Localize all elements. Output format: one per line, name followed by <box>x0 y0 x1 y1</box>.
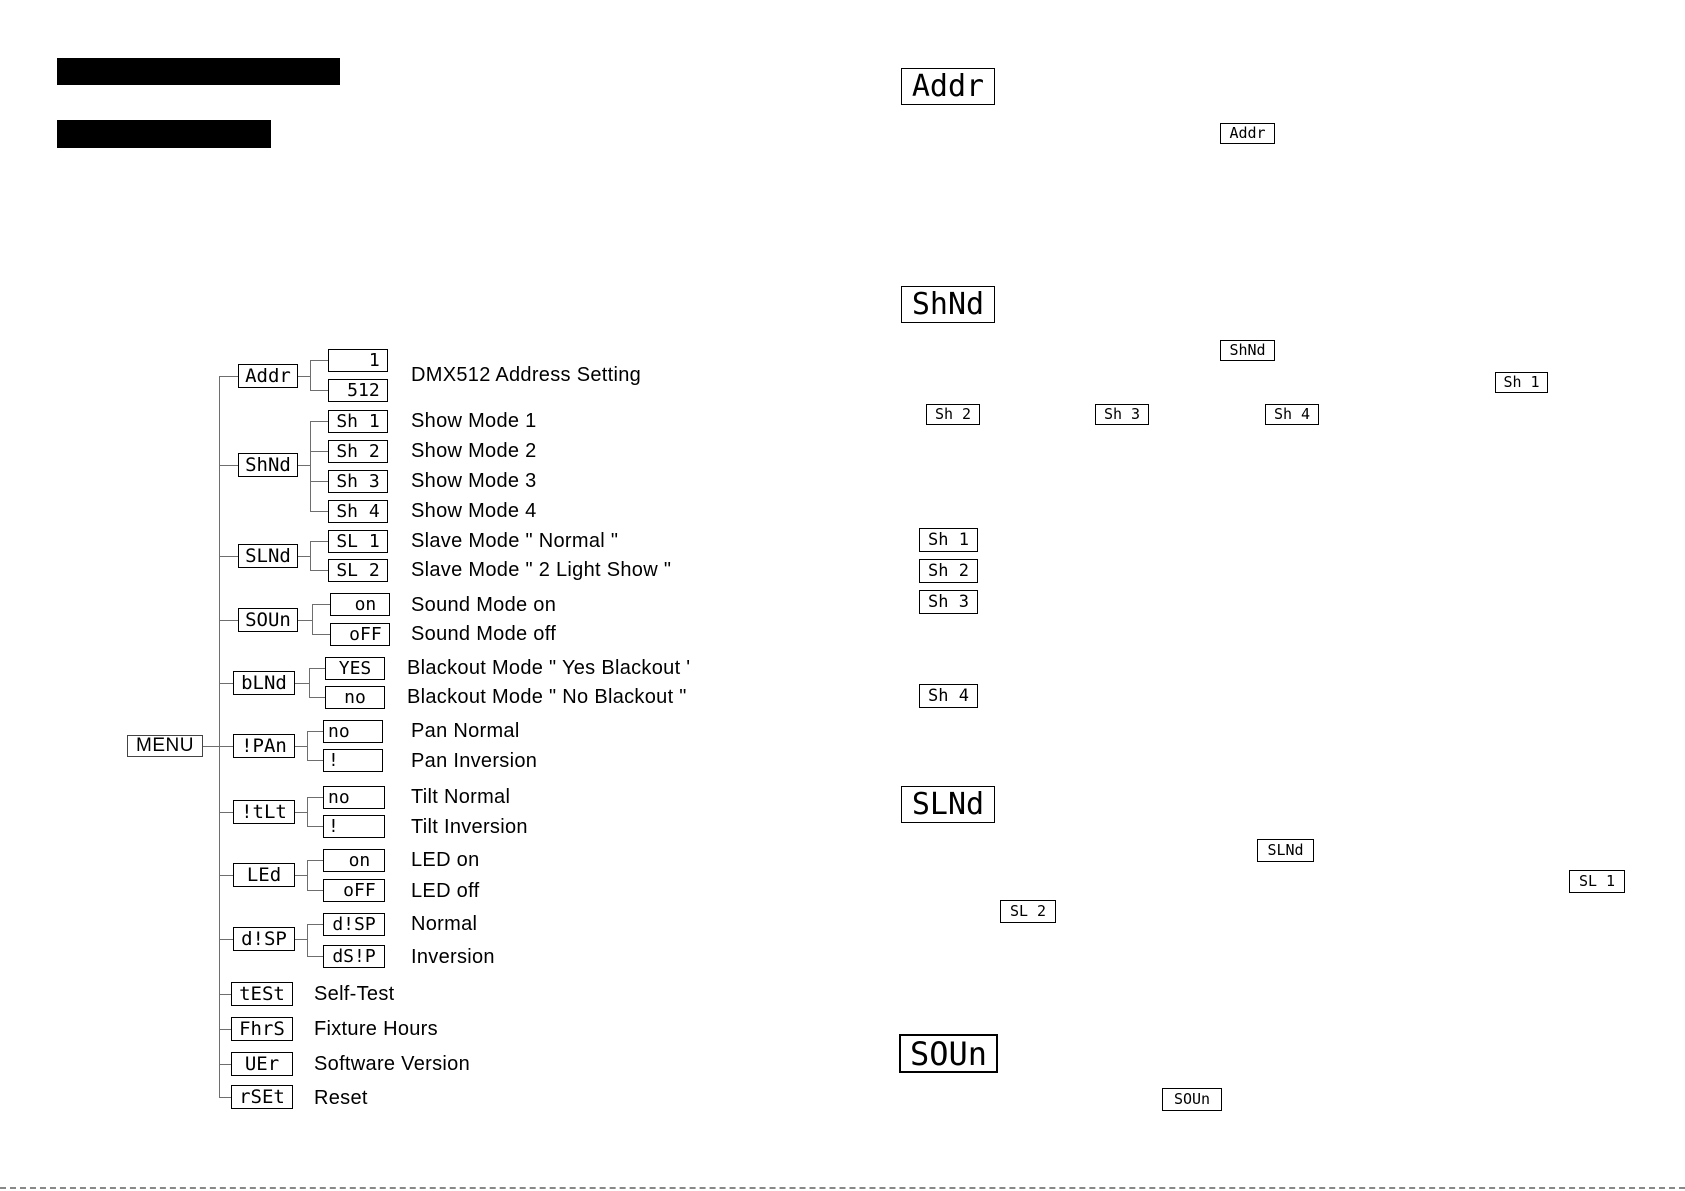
display-tilt-inversion <box>323 815 385 838</box>
connector <box>307 860 323 861</box>
connector <box>309 697 325 698</box>
label-led-off: LED off <box>411 880 480 902</box>
display-tilt-normal <box>323 786 385 809</box>
display-led-off <box>323 879 385 902</box>
display-sh2-text: Sh 2 <box>336 440 380 462</box>
connector <box>307 731 308 761</box>
label-fixture-hours: Fixture Hours <box>314 1018 438 1040</box>
label-software-version: Software Version <box>314 1053 470 1075</box>
menu-code-version-text: UEr <box>244 1052 280 1075</box>
menu-code-blnd[interactable] <box>233 671 295 695</box>
connector <box>295 939 307 940</box>
menu-code-shnd[interactable] <box>238 453 298 477</box>
display-sh1 <box>328 410 388 433</box>
connector <box>307 860 308 891</box>
menu-code-led-text: LEd <box>246 863 282 886</box>
label-self-test: Self-Test <box>314 983 395 1005</box>
display-pan-inversion-text: ! <box>328 749 339 771</box>
connector <box>310 481 328 482</box>
inline-sl1-text: SL 1 <box>1578 872 1616 890</box>
display-disp-normal <box>323 913 385 936</box>
display-tilt-inversion-text: ! <box>328 815 339 837</box>
connector <box>219 1064 231 1065</box>
connector <box>312 634 330 635</box>
menu-root-box <box>127 735 203 757</box>
title-bar-secondary <box>57 120 271 148</box>
inline-sh1-top-text: Sh 1 <box>1503 373 1540 391</box>
connector <box>310 421 311 512</box>
connector <box>219 376 238 377</box>
display-pan-inversion <box>323 749 383 772</box>
display-sound-off-text: oFF <box>338 623 382 645</box>
menu-code-tilt-text: !tLt <box>241 800 287 823</box>
connector <box>310 360 328 361</box>
label-led-on: LED on <box>411 849 480 871</box>
connector <box>298 376 310 377</box>
display-sh4 <box>328 500 388 523</box>
inline-addr <box>1220 123 1275 144</box>
display-sound-off <box>330 623 390 646</box>
label-tilt-normal: Tilt Normal <box>411 786 511 808</box>
display-disp-inversion <box>323 945 385 968</box>
display-sl1-text: SL 1 <box>336 530 380 552</box>
display-addr-1 <box>328 349 388 372</box>
menu-code-fixture-hours[interactable] <box>231 1017 293 1041</box>
inline-sl2-text: SL 2 <box>1009 902 1047 920</box>
connector <box>307 924 323 925</box>
label-tilt-inversion: Tilt Inversion <box>411 816 528 838</box>
connector <box>309 668 310 698</box>
connector <box>295 683 309 684</box>
list-sh2 <box>919 559 978 583</box>
connector <box>307 797 308 827</box>
heading-slnd-text: SLNd <box>911 786 985 822</box>
main-spine <box>219 376 220 1098</box>
label-sound-off: Sound Mode off <box>411 623 557 645</box>
connector <box>307 826 323 827</box>
menu-code-pan[interactable] <box>233 734 295 758</box>
label-pan-inversion: Pan Inversion <box>411 750 538 772</box>
list-sh1-text: Sh 1 <box>928 529 969 550</box>
inline-sh2-row <box>926 404 980 425</box>
connector <box>219 556 238 557</box>
label-slave-2-light: Slave Mode " 2 Light Show " <box>411 559 672 581</box>
heading-soun-text: SOUn <box>909 1034 988 1073</box>
label-show-mode-4: Show Mode 4 <box>411 500 537 522</box>
list-sh3 <box>919 590 978 614</box>
list-sh2-text: Sh 2 <box>928 560 969 581</box>
connector <box>310 511 328 512</box>
menu-code-test[interactable] <box>231 982 293 1006</box>
menu-code-led[interactable] <box>233 863 295 887</box>
connector <box>295 746 307 747</box>
inline-shnd-text: ShNd <box>1229 341 1266 359</box>
connector <box>310 570 328 571</box>
inline-sh4-row-text: Sh 4 <box>1273 405 1311 423</box>
menu-code-pan-text: !PAn <box>241 734 287 757</box>
inline-soun <box>1162 1088 1222 1111</box>
menu-code-slnd[interactable] <box>238 544 298 568</box>
display-addr-512-text: 512 <box>336 379 380 401</box>
heading-addr-text: Addr <box>911 68 985 104</box>
menu-code-display-text: d!SP <box>241 927 287 950</box>
connector <box>307 797 323 798</box>
connector <box>298 465 310 466</box>
list-sh4 <box>919 684 978 708</box>
connector <box>219 746 233 747</box>
connector <box>312 604 313 635</box>
display-led-off-text: oFF <box>332 879 376 901</box>
display-pan-normal-text: no <box>328 720 350 742</box>
connector <box>312 604 330 605</box>
display-sound-on-text: on <box>343 593 377 615</box>
menu-code-test-text: tESt <box>239 982 285 1005</box>
label-show-mode-2: Show Mode 2 <box>411 440 537 462</box>
inline-soun-text: SOUn <box>1173 1090 1211 1108</box>
display-disp-inversion-text: dS!P <box>332 945 376 967</box>
connector <box>310 451 328 452</box>
connector <box>298 556 310 557</box>
connector <box>307 924 308 957</box>
label-pan-normal: Pan Normal <box>411 720 520 742</box>
connector <box>310 360 311 391</box>
inline-shnd <box>1220 340 1275 361</box>
inline-addr-text: Addr <box>1229 124 1266 142</box>
inline-sh4-row <box>1265 404 1319 425</box>
inline-slnd-text: SLNd <box>1267 841 1304 859</box>
display-blackout-yes-text: YES <box>338 657 372 679</box>
connector <box>310 390 328 391</box>
menu-code-reset[interactable] <box>231 1085 293 1109</box>
menu-code-display[interactable] <box>233 927 295 951</box>
lcd-cell: Addr <box>245 364 291 387</box>
menu-root-label: MENU <box>136 735 194 756</box>
display-sh2 <box>328 440 388 463</box>
menu-code-slnd-text: SLNd <box>245 544 291 567</box>
list-sh1 <box>919 528 978 552</box>
display-blackout-no-text: no <box>344 686 366 708</box>
menu-code-shnd-text: ShNd <box>245 453 291 476</box>
connector <box>309 668 325 669</box>
connector <box>219 812 233 813</box>
label-slave-normal: Slave Mode " Normal " <box>411 530 619 552</box>
display-blackout-yes <box>325 657 385 680</box>
connector <box>219 465 238 466</box>
title-bar-primary <box>57 58 340 85</box>
heading-shnd-text: ShNd <box>911 286 985 322</box>
inline-sh3-row <box>1095 404 1149 425</box>
connector <box>219 939 233 940</box>
display-sh4-text: Sh 4 <box>336 500 380 522</box>
display-sl2-text: SL 2 <box>336 559 380 581</box>
inline-sh3-row-text: Sh 3 <box>1103 405 1141 423</box>
list-sh4-text: Sh 4 <box>928 685 969 706</box>
inline-sh2-row-text: Sh 2 <box>934 405 972 423</box>
menu-code-addr[interactable] <box>238 364 298 388</box>
label-blackout-no: Blackout Mode " No Blackout " <box>407 686 687 708</box>
heading-slnd <box>901 786 995 823</box>
connector <box>219 994 231 995</box>
display-disp-normal-text: d!SP <box>332 913 376 935</box>
label-display-inversion: Inversion <box>411 946 495 968</box>
connector <box>307 760 323 761</box>
display-tilt-normal-text: no <box>328 786 350 808</box>
menu-code-reset-text: rSEt <box>239 1085 285 1108</box>
connector <box>295 875 307 876</box>
menu-code-blnd-text: bLNd <box>241 671 287 694</box>
display-sl1 <box>328 530 388 553</box>
display-addr-1-text: 1 <box>336 349 380 371</box>
label-display-normal: Normal <box>411 913 478 935</box>
connector <box>307 890 323 891</box>
inline-sh1-top <box>1495 372 1548 393</box>
label-show-mode-3: Show Mode 3 <box>411 470 537 492</box>
connector <box>219 1029 231 1030</box>
connector <box>219 620 238 621</box>
label-reset: Reset <box>314 1087 368 1109</box>
connector <box>219 1097 231 1098</box>
connector <box>219 875 233 876</box>
connector <box>298 620 312 621</box>
display-pan-normal <box>323 720 383 743</box>
heading-addr <box>901 68 995 105</box>
display-sh3 <box>328 470 388 493</box>
inline-sl1 <box>1569 870 1625 893</box>
menu-code-version[interactable] <box>231 1052 293 1076</box>
display-led-on <box>323 849 385 872</box>
connector <box>295 812 307 813</box>
display-addr-512 <box>328 379 388 402</box>
label-show-mode-1: Show Mode 1 <box>411 410 537 432</box>
root-connector <box>203 746 219 747</box>
inline-slnd <box>1257 839 1314 862</box>
label-blackout-yes: Blackout Mode " Yes Blackout ' <box>407 657 691 679</box>
menu-code-soun-text: SOUn <box>245 608 291 631</box>
menu-code-fixture-hours-text: FhrS <box>239 1017 285 1040</box>
inline-sl2 <box>1000 900 1056 923</box>
connector <box>310 541 328 542</box>
label-dmx-address: DMX512 Address Setting <box>411 364 642 386</box>
connector <box>310 421 328 422</box>
label-sound-on: Sound Mode on <box>411 594 557 616</box>
heading-soun <box>899 1034 998 1073</box>
display-sh1-text: Sh 1 <box>336 410 380 432</box>
bottom-page-rule <box>0 1187 1685 1189</box>
list-sh3-text: Sh 3 <box>928 591 969 612</box>
connector <box>310 541 311 571</box>
display-sl2 <box>328 559 388 582</box>
display-sound-on <box>330 593 390 616</box>
menu-code-soun[interactable] <box>238 608 298 632</box>
heading-shnd <box>901 286 995 323</box>
display-blackout-no <box>325 686 385 709</box>
connector <box>219 683 233 684</box>
connector <box>307 956 323 957</box>
connector <box>307 731 323 732</box>
menu-code-tilt[interactable] <box>233 800 295 824</box>
display-led-on-text: on <box>337 849 371 871</box>
display-sh3-text: Sh 3 <box>336 470 380 492</box>
